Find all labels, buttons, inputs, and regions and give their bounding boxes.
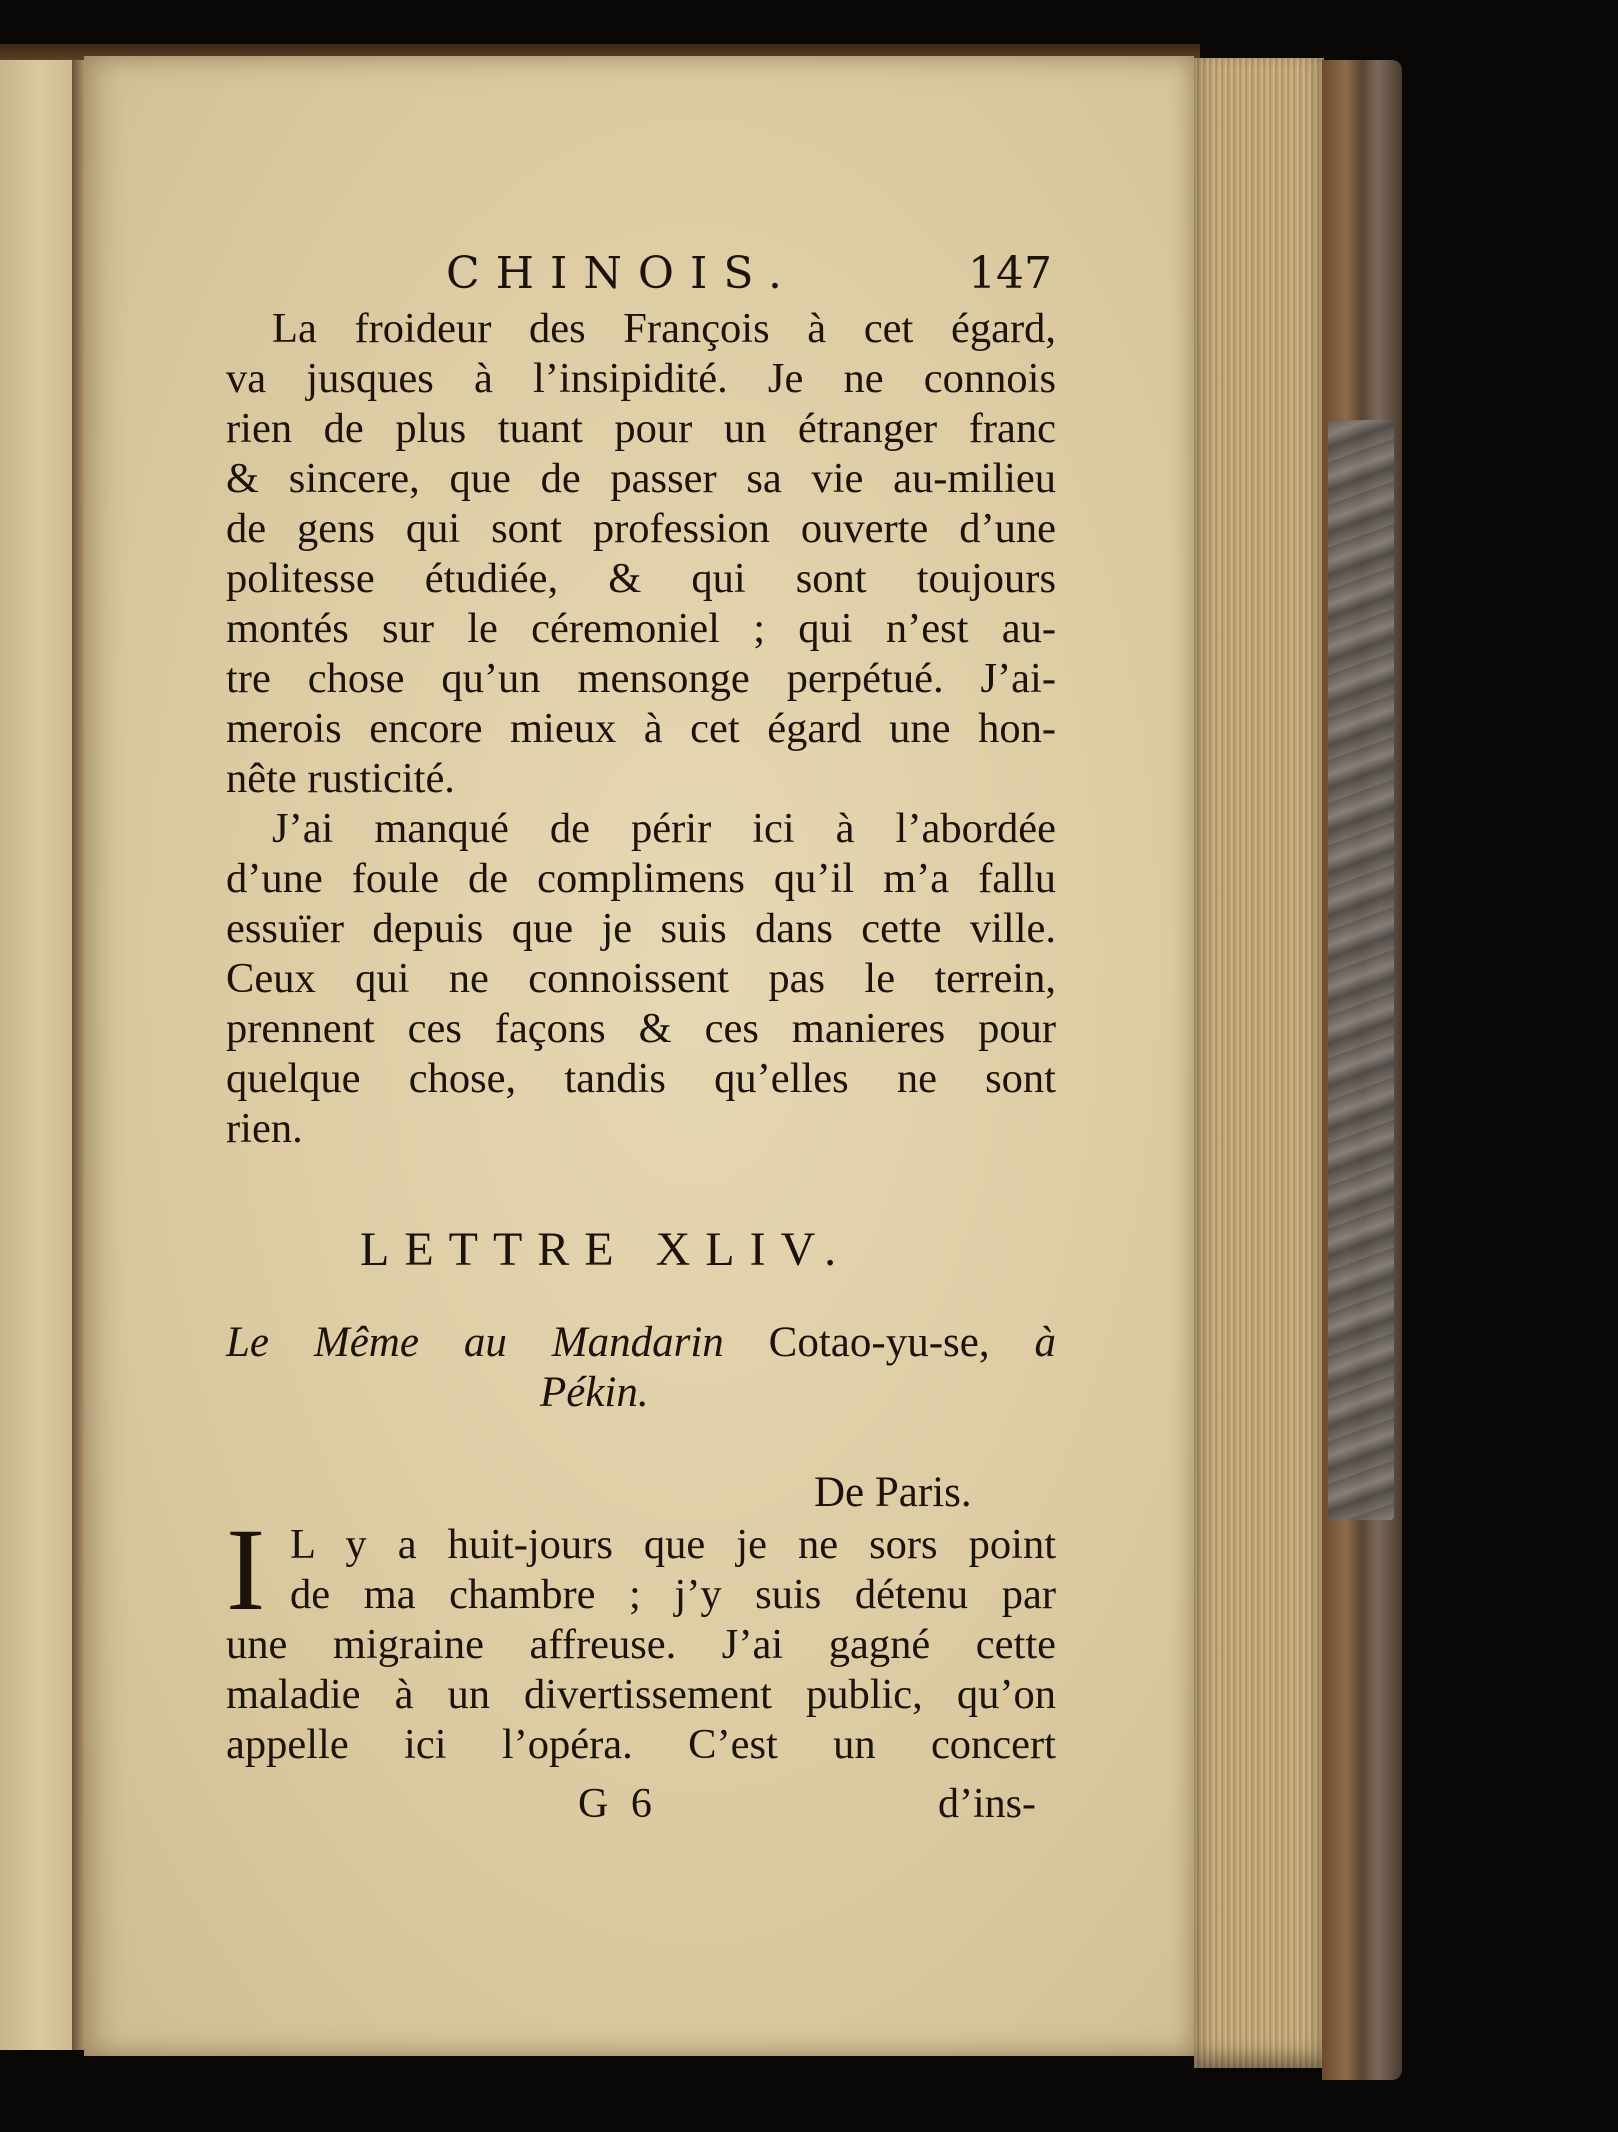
text-line: politesse étudiée, & qui sont toujours [226,555,1056,602]
letter-heading: LETTRE XLIV. [360,1223,852,1276]
text-line: Ceux qui ne connoissent pas le terrein, [226,955,1056,1002]
text-line: nête rusticité. [226,755,455,802]
drop-cap: I [226,1504,266,1635]
left-page-edge [0,60,80,2050]
text-line: essuïer depuis que je suis dans cette ville. [226,905,1056,952]
text-line: montés sur le céremoniel ; qui n’est au- [226,605,1056,652]
text-line: La froideur des François à cet égard, [272,305,1056,352]
text-line: quelque chose, tandis qu’elles ne sont [226,1055,1056,1102]
text-line: une migraine affreuse. J’ai gagné cette [226,1621,1056,1668]
text-line: rien de plus tuant pour un étranger franc [226,405,1056,452]
text-line: & sincere, que de passer sa vie au-milieu [226,455,1056,502]
text-line: maladie à un divertissement public, qu’on [226,1671,1056,1718]
catchword: d’ins- [938,1781,1036,1827]
letter-body [226,1504,1056,1770]
subtitle-place: Pékin. [540,1369,649,1416]
text-line: L y a huit-jours que je ne sors point [290,1521,1056,1568]
text-line: de ma chambre ; j’y suis détenu par [290,1571,1056,1618]
dateline: De Paris. [814,1469,972,1516]
text-line: de gens qui sont profession ouverte d’une [226,505,1056,552]
page-number: 147 [968,248,1052,299]
text-line: J’ai manqué de périr ici à l’abordée [272,805,1056,852]
subtitle-italic: Le Même au Mandarin [226,1319,724,1366]
text-line: va jusques à l’insipidité. Je ne connois [226,355,1056,402]
letter-subtitle [226,1318,1056,1418]
text-line: rien. [226,1105,303,1152]
text-line: merois encore mieux à cet égard une hon- [226,705,1056,752]
page-edges [1194,58,1324,2068]
text-line: prennent ces façons & ces manieres pour [226,1005,1056,1052]
running-head: CHINOIS. [446,248,798,299]
paragraph-2 [226,804,1056,1154]
subtitle-name: Cotao-yu-se, [768,1319,990,1366]
text-line: tre chose qu’un mensonge perpétué. J’ai- [226,655,1056,702]
paragraph-1 [226,304,1056,804]
subtitle-preposition: à [1034,1319,1056,1366]
signature-mark: G 6 [578,1781,658,1827]
text-line: appelle ici l’opéra. C’est un concert [226,1721,1056,1768]
text-line: d’une foule de complimens qu’il m’a fallu [226,855,1056,902]
marbled-board [1328,420,1394,1520]
